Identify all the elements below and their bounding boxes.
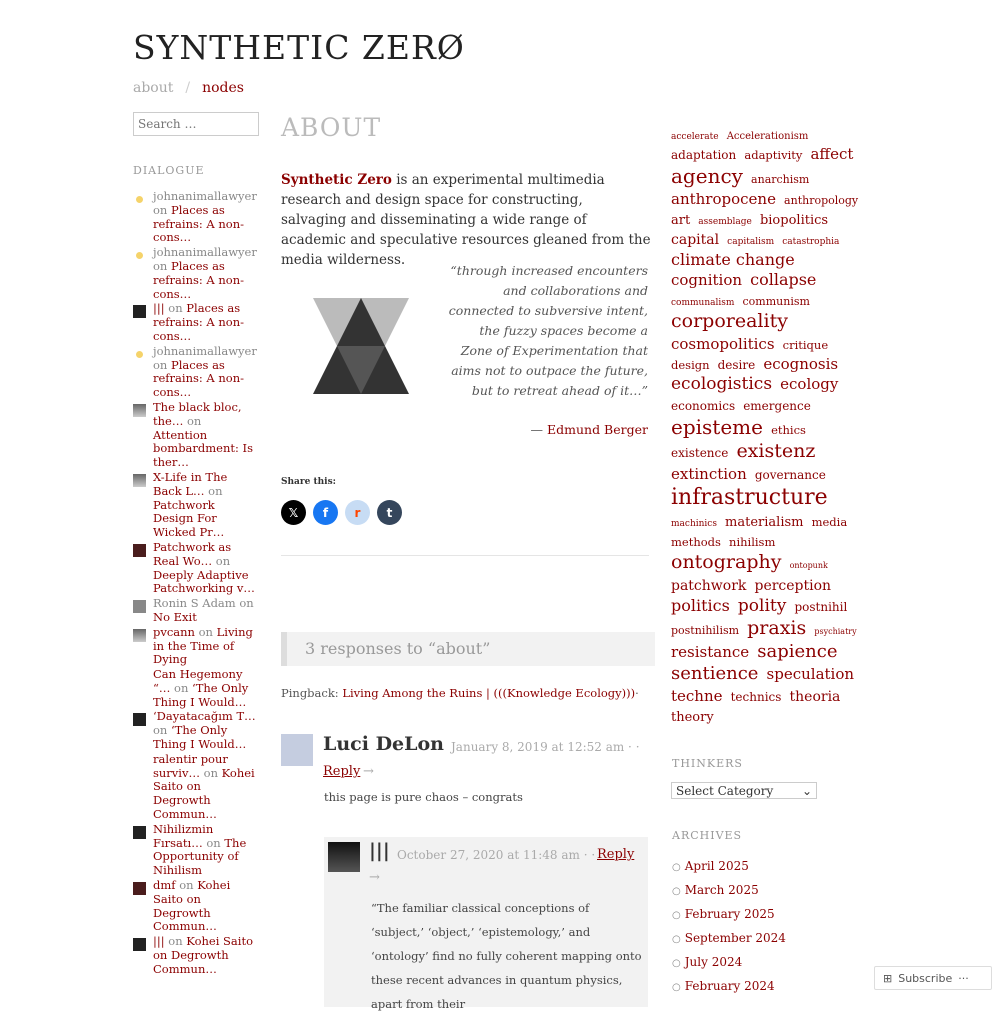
archive-link[interactable]: March 2025: [684, 883, 759, 897]
on-label: on: [208, 483, 223, 498]
comment-post-link[interactable]: Places as refrains: A non-cons…: [153, 258, 245, 301]
main-nav: [133, 80, 244, 96]
archive-item: [672, 952, 786, 976]
tag-link[interactable]: polity: [737, 595, 787, 616]
comment-author-link[interactable]: |||: [153, 301, 165, 316]
tag-link[interactable]: perception: [754, 578, 832, 594]
tag-link[interactable]: ontopunk: [789, 561, 828, 571]
on-label: on: [153, 723, 168, 738]
tag-link[interactable]: resistance: [671, 642, 750, 661]
avatar: [133, 756, 146, 769]
tag-link[interactable]: techne: [671, 686, 723, 705]
comment-author-link[interactable]: ‘Dayatacağım T…: [153, 709, 256, 724]
tag-link[interactable]: governance: [754, 467, 826, 482]
archive-link[interactable]: July 2024: [684, 955, 743, 969]
tag-link[interactable]: corporeality: [671, 309, 788, 332]
tag-link[interactable]: catastrophia: [782, 237, 840, 248]
tag-link[interactable]: infrastructure: [671, 484, 828, 510]
on-label: on: [239, 596, 254, 611]
recent-comment-item: [133, 246, 258, 301]
tag-link[interactable]: adaptivity: [744, 148, 803, 162]
responses-heading: 3 responses to “about”: [281, 632, 655, 666]
tag-link[interactable]: art: [671, 213, 691, 228]
tag-link[interactable]: communism: [742, 294, 810, 308]
tag-link[interactable]: postnihilism: [671, 623, 740, 637]
comment-post-link[interactable]: Kohei Saito on Degrowth Commun…: [153, 878, 231, 934]
synthetic-zero-logo: [313, 298, 409, 394]
tag-link[interactable]: episteme: [671, 414, 763, 439]
tag-link[interactable]: existence: [671, 445, 729, 460]
tag-cloud: [671, 124, 871, 726]
tag-link[interactable]: technics: [730, 689, 782, 704]
avatar: [133, 826, 146, 839]
tag-link[interactable]: anthropocene: [671, 190, 776, 208]
on-label: on: [215, 553, 231, 568]
comment-date[interactable]: October 27, 2020 at 11:48 am · ·: [397, 848, 596, 862]
comment-text: this page is pure chaos – congrats: [324, 790, 523, 804]
thinkers-heading: THINKERS: [672, 757, 743, 770]
comment-post-link[interactable]: Kohei Saito on Degrowth Commun…: [153, 934, 253, 976]
intro-highlight: Synthetic Zero: [281, 172, 392, 188]
avatar: [133, 348, 146, 361]
tag-link[interactable]: Accelerationism: [726, 131, 809, 142]
on-label: on: [168, 301, 183, 316]
comment-author-link[interactable]: The black bloc, the…: [153, 399, 242, 428]
pingback: [281, 686, 639, 700]
avatar: [133, 600, 146, 613]
tag-link[interactable]: ontography: [671, 551, 782, 574]
on-label: on: [153, 202, 168, 217]
tag-link[interactable]: climate change: [671, 249, 795, 269]
tag-link[interactable]: existenz: [736, 439, 816, 462]
quote-citation: [448, 422, 648, 437]
on-label: on: [153, 357, 168, 372]
tag-link[interactable]: speculation: [766, 665, 855, 683]
recent-comment-item: [133, 471, 258, 540]
tag-link[interactable]: affect: [810, 145, 854, 163]
avatar: [328, 842, 360, 872]
archive-item: [672, 856, 786, 880]
comment-author-link[interactable]: pvcann: [153, 624, 195, 639]
on-label: on: [206, 835, 221, 850]
arrow-right-icon: →: [363, 764, 374, 779]
reddit-share-icon[interactable]: r: [345, 500, 370, 525]
tag-link[interactable]: desire: [717, 357, 756, 372]
tag-link[interactable]: ecology: [780, 374, 839, 393]
subscribe-icon: ⊞: [883, 971, 893, 985]
on-label: on: [203, 765, 218, 780]
nav-about[interactable]: about: [133, 80, 174, 96]
avatar: [133, 938, 146, 951]
epigraph-quote: “through increased encounters and collaborations and connected to subversive intent, the fuzzy spaces become a Zone of Experimentation that aims not to outpace the future, but to retreat ahead of it…”: [448, 263, 648, 398]
avatar: [281, 734, 313, 766]
archive-link[interactable]: February 2025: [684, 907, 775, 921]
subscribe-label: Subscribe: [898, 971, 953, 985]
avatar: [133, 713, 146, 726]
nav-separator: /: [185, 80, 191, 96]
comment-author-link[interactable]: johnanimallawyer: [153, 189, 257, 203]
recent-comment-item: [133, 302, 258, 343]
tag-link[interactable]: theory: [671, 710, 714, 725]
recent-comment-item: [133, 401, 258, 470]
recent-comment-item: [133, 668, 258, 709]
tag-link[interactable]: methods: [671, 535, 721, 550]
tag-link[interactable]: collapse: [750, 269, 817, 289]
comment-post-link[interactable]: Deeply Adaptive Patchworking v…: [153, 567, 255, 596]
comment-author-link[interactable]: Patchwork as Real Wo…: [153, 539, 232, 568]
intro-text: is an experimental multimedia research and design space for constructing, salvaging and disseminating a wide range of academic and speculative resources gleaned from the media wilderness.: [281, 172, 651, 268]
tag-link[interactable]: extinction: [671, 464, 747, 483]
tag-link[interactable]: materialism: [725, 515, 804, 530]
comment-author-link[interactable]: |||: [153, 934, 165, 949]
archive-item: [672, 928, 786, 952]
tag-link[interactable]: sentience: [671, 663, 759, 684]
tag-link[interactable]: ethics: [771, 422, 806, 437]
select-value: Select Category: [676, 783, 774, 798]
comment-author-link[interactable]: Can Hegemony “…: [153, 667, 243, 695]
tag-link[interactable]: media: [811, 515, 848, 529]
facebook-share-icon[interactable]: f: [313, 500, 338, 525]
chevron-down-icon: ⌄: [801, 783, 812, 798]
tag-link[interactable]: adaptation: [671, 148, 737, 162]
tag-link[interactable]: capital: [671, 232, 720, 249]
tag-link[interactable]: accelerate: [671, 132, 719, 142]
comment-author-link[interactable]: Ronin S Adam: [153, 596, 236, 611]
comment-post-link[interactable]: Kohei Saito on Degrowth Commun…: [153, 765, 255, 822]
recent-comment-item: [133, 879, 258, 934]
avatar: [133, 671, 146, 684]
tag-link[interactable]: anthropology: [784, 194, 859, 207]
avatar: [133, 305, 146, 318]
archive-link[interactable]: April 2025: [684, 859, 749, 873]
comment-author-link[interactable]: johnanimallawyer: [153, 245, 257, 260]
recent-comment-item: [133, 626, 258, 667]
avatar: [133, 404, 146, 417]
tag-link[interactable]: praxis: [747, 616, 807, 639]
archives-heading: ARCHIVES: [672, 829, 743, 842]
x-share-icon[interactable]: 𝕏: [281, 500, 306, 525]
on-label: on: [153, 258, 168, 273]
tag-link[interactable]: economics: [671, 398, 736, 413]
comment-post-link[interactable]: Attention bombardment: Is ther…: [153, 427, 253, 470]
tag-link[interactable]: anarchism: [751, 173, 810, 186]
archives-list: [672, 856, 786, 1000]
reply-link[interactable]: Reply: [597, 847, 635, 862]
comment-post-link[interactable]: Patchwork Design For Wicked Pr…: [153, 497, 225, 540]
tag-link[interactable]: capitalism: [727, 237, 775, 248]
tag-link[interactable]: patchwork: [671, 578, 747, 594]
nav-nodes[interactable]: nodes: [202, 80, 244, 96]
recent-comment-item: [133, 597, 258, 625]
share-heading: Share this:: [281, 477, 336, 487]
comment-author-link[interactable]: X-Life in The Back L…: [153, 469, 228, 498]
tag-link[interactable]: assemblage: [698, 217, 752, 227]
pingback-label: Pingback:: [281, 686, 343, 700]
avatar: [133, 629, 146, 642]
on-label: on: [179, 878, 194, 893]
on-label: on: [187, 413, 202, 428]
tag-link[interactable]: theoria: [789, 688, 841, 705]
recent-comments-list: [133, 190, 258, 978]
comment-post-link[interactable]: Places as refrains: A non-cons…: [153, 357, 245, 400]
dialogue-heading: DIALOGUE: [133, 164, 205, 177]
comment-post-link[interactable]: Places as refrains: A non-cons…: [153, 301, 245, 343]
comment-post-link[interactable]: No Exit: [153, 609, 197, 624]
comment-author: Luci DeLon: [323, 733, 444, 755]
comment-post-link[interactable]: Living in the Time of Dying: [153, 624, 253, 667]
pingback-link[interactable]: Living Among the Ruins | (((Knowledge Ecology))): [342, 686, 636, 700]
comment-author: |||: [369, 840, 390, 862]
tag-link[interactable]: psychiatry: [814, 626, 857, 636]
subscribe-button[interactable]: [874, 966, 992, 990]
category-select[interactable]: [671, 782, 817, 799]
on-label: on: [168, 934, 183, 949]
comment-date[interactable]: January 8, 2019 at 12:52 am · ·: [451, 740, 640, 754]
archive-item: [672, 976, 786, 1000]
comment-author-link[interactable]: Nihilizmin Fırsatı…: [153, 821, 214, 850]
on-label: on: [174, 680, 189, 695]
archive-link[interactable]: February 2024: [684, 979, 775, 993]
comment-post-link[interactable]: ‘The Only Thing I Would…: [153, 723, 247, 752]
recent-comment-item: [133, 710, 258, 751]
tag-link[interactable]: communalism: [671, 297, 735, 308]
tag-link[interactable]: biopolitics: [759, 213, 829, 228]
reply-link[interactable]: Reply: [323, 764, 361, 779]
tag-link[interactable]: postnihil: [794, 599, 848, 614]
on-label: on: [198, 624, 213, 639]
tag-link[interactable]: ecologistics: [671, 373, 773, 394]
arrow-right-icon: →: [369, 870, 380, 885]
tag-link[interactable]: cosmopolitics: [671, 334, 775, 353]
avatar: [133, 249, 146, 262]
recent-comment-item: [133, 541, 258, 596]
comment-post-link[interactable]: The Opportunity of Nihilism: [153, 835, 247, 878]
intro-paragraph: [281, 170, 651, 270]
tag-link[interactable]: critique: [782, 337, 829, 352]
cite-author-link[interactable]: Edmund Berger: [547, 422, 648, 437]
recent-comment-item: [133, 753, 258, 822]
comment-author-link[interactable]: dmf: [153, 878, 176, 893]
recent-comment-item: [133, 823, 258, 878]
tag-link[interactable]: sapience: [757, 640, 838, 662]
avatar: [133, 544, 146, 557]
tumblr-share-icon[interactable]: t: [377, 500, 402, 525]
comment-text: “The familiar classical conceptions of ‘subject,’ ‘object,’ ‘epistemology,’ and ‘ontology’ find no fully coherent mapping onto these recent advances in quantum physics, apart from their: [371, 901, 642, 1011]
archive-item: [672, 904, 786, 928]
tag-link[interactable]: design: [671, 357, 710, 372]
avatar: [133, 882, 146, 895]
archive-link[interactable]: September 2024: [684, 931, 786, 945]
more-options-icon[interactable]: ···: [958, 971, 969, 985]
comment-post-link[interactable]: Places as refrains: A non-cons…: [153, 202, 245, 245]
comment-post-link[interactable]: ‘The Only Thing I Would…: [153, 680, 249, 709]
divider: [281, 555, 649, 556]
tag-link[interactable]: emergence: [743, 398, 811, 413]
comment-author-link[interactable]: ralentir pour surviv…: [153, 751, 228, 780]
avatar: [133, 474, 146, 487]
avatar: [133, 193, 146, 206]
tag-link[interactable]: politics: [671, 595, 730, 615]
archive-item: [672, 880, 786, 904]
page-title: ABOUT: [281, 113, 382, 142]
recent-comment-item: [133, 935, 258, 976]
share-buttons: [281, 500, 402, 525]
tag-link[interactable]: nihilism: [729, 535, 776, 550]
comment-author-link[interactable]: johnanimallawyer: [153, 343, 257, 358]
tag-link[interactable]: cognition: [671, 270, 743, 289]
search-input[interactable]: [133, 112, 259, 136]
tag-link[interactable]: machinics: [671, 519, 717, 529]
recent-comment-item: [133, 190, 258, 245]
tag-link[interactable]: ecognosis: [763, 354, 839, 373]
site-title[interactable]: SYNTHETIC ZERØ: [133, 28, 465, 67]
tag-link[interactable]: agency: [671, 164, 743, 188]
pingback-end: ·: [635, 686, 639, 700]
cite-dash: —: [530, 422, 547, 437]
recent-comment-item: [133, 345, 258, 400]
